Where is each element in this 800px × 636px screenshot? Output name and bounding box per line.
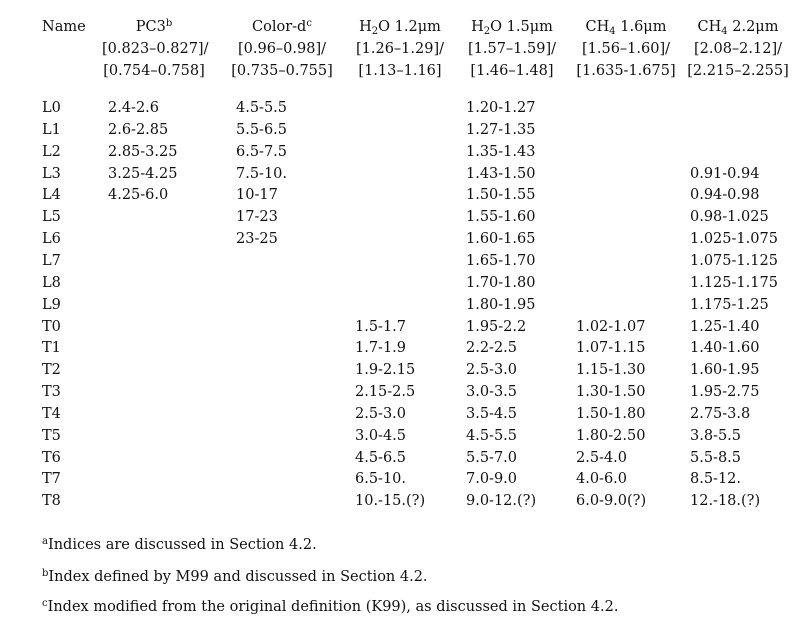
cell-ch422: 0.94-0.98	[690, 187, 760, 204]
header-ch416-range2: [1.635-1.675]	[576, 63, 676, 79]
cell-name: T8	[42, 493, 61, 510]
cell-h2o15: 1.65-1.70	[466, 252, 536, 269]
cell-pc3: 2.85-3.25	[108, 143, 178, 160]
footnote-a: $^a$Indices are discussed in Section 4.2.	[42, 536, 317, 553]
cell-pc3: 2.4-2.6	[108, 100, 160, 116]
cell-colord: 7.5-10.	[236, 165, 288, 182]
cell-h2o15: 7.0-9.0	[466, 471, 518, 488]
header-h2o12-range1: [1.26–1.29]/	[355, 41, 445, 57]
header-ch416-range1: [1.56–1.60]/	[581, 41, 671, 57]
cell-ch422: 0.98-1.025	[690, 209, 769, 226]
cell-name: T2	[42, 362, 61, 379]
header-colord-title: Color-$d^c$	[252, 18, 312, 35]
cell-name: T5	[42, 427, 61, 444]
header-h2o12	[350, 16, 450, 82]
cell-h2o15: 1.95-2.2	[466, 318, 527, 335]
cell-name: L2	[42, 143, 61, 160]
cell-pc3: 3.25-4.25	[108, 165, 178, 182]
cell-colord: 23-25	[236, 231, 278, 248]
header-h2o15-title: $H_2O$ 1.5μm	[471, 19, 553, 37]
cell-h2o15: 2.5-3.0	[466, 362, 518, 379]
header-pc3-title: PC3$^b$	[135, 18, 173, 35]
cell-pc3: 4.25-6.0	[108, 187, 169, 204]
cell-h2o12: 2.15-2.5	[355, 384, 416, 401]
cell-colord: 6.5-7.5	[236, 143, 288, 160]
cell-ch416: 1.02-1.07	[576, 318, 646, 335]
cell-name: L6	[42, 231, 61, 248]
cell-colord: 4.5-5.5	[236, 100, 288, 116]
header-ch422-range1: [2.08–2.12]/	[693, 41, 783, 57]
header-h2o12-title: $H_2O$ 1.2μm	[359, 19, 441, 37]
cell-name: L1	[42, 121, 61, 138]
header-ch416-title: $CH_4$ 1.6μm	[585, 19, 667, 37]
cell-name: T6	[42, 449, 61, 466]
cell-colord: 17-23	[236, 209, 278, 226]
cell-name: T7	[42, 471, 61, 488]
cell-h2o12: 6.5-10.	[355, 471, 407, 488]
cell-ch416: 4.0-6.0	[576, 471, 628, 488]
header-h2o15-range2: [1.46–1.48]	[470, 63, 554, 79]
cell-h2o12: 4.5-6.5	[355, 449, 407, 466]
cell-h2o15: 3.0-3.5	[466, 384, 518, 401]
cell-h2o15: 5.5-7.0	[466, 449, 518, 466]
cell-ch422: 1.40-1.60	[690, 340, 760, 357]
cell-ch416: 2.5-4.0	[576, 449, 628, 466]
cell-h2o15: 1.35-1.43	[466, 143, 536, 160]
header-pc3-range2: [0.754–0.758]	[103, 63, 205, 79]
cell-h2o12: 1.7-1.9	[355, 340, 407, 357]
cell-name: L8	[42, 274, 61, 291]
cell-ch422: 1.25-1.40	[690, 318, 760, 335]
header-ch422	[684, 16, 792, 82]
cell-name: L7	[42, 252, 61, 269]
cell-h2o15: 4.5-5.5	[466, 427, 518, 444]
cell-name: T3	[42, 384, 61, 401]
header-pc3-range1: [0.823–0.827]/	[102, 41, 209, 57]
cell-name: L9	[42, 296, 61, 313]
cell-h2o15: 9.0-12.(?)	[466, 493, 537, 510]
cell-ch422: 5.5-8.5	[690, 449, 742, 466]
cell-ch416: 6.0-9.0(?)	[576, 493, 647, 510]
header-colord-range1: [0.96–0.98]/	[237, 41, 327, 57]
cell-ch422: 1.075-1.125	[690, 252, 778, 269]
cell-pc3: 2.6-2.85	[108, 121, 169, 138]
header-colord	[230, 16, 334, 82]
cell-ch422: 8.5-12.	[690, 471, 742, 488]
cell-h2o15: 1.27-1.35	[466, 121, 536, 138]
cell-h2o12: 10.-15.(?)	[355, 493, 426, 510]
header-h2o15-range1: [1.57–1.59]/	[467, 41, 557, 57]
header-h2o15	[462, 16, 562, 82]
cell-ch422: 1.95-2.75	[690, 384, 760, 401]
cell-ch422: 1.175-1.25	[690, 296, 769, 313]
cell-ch422: 1.125-1.175	[690, 274, 778, 291]
cell-ch416: 1.15-1.30	[576, 362, 646, 379]
header-pc3	[102, 16, 209, 82]
cell-ch422: 12.-18.(?)	[690, 493, 761, 510]
cell-h2o12: 2.5-3.0	[355, 405, 407, 422]
header-ch422-title: $CH_4$ 2.2μm	[697, 19, 779, 37]
cell-h2o15: 1.80-1.95	[466, 296, 536, 313]
cell-ch422: 1.60-1.95	[690, 362, 760, 379]
cell-h2o15: 1.20-1.27	[466, 100, 536, 116]
cell-h2o15: 1.50-1.55	[466, 187, 536, 204]
cell-ch422: 3.8-5.5	[690, 427, 742, 444]
cell-h2o15: 1.70-1.80	[466, 274, 536, 291]
cell-name: L0	[42, 100, 61, 116]
cell-name: T1	[42, 340, 61, 357]
cell-h2o15: 3.5-4.5	[466, 405, 518, 422]
cell-colord: 10-17	[236, 187, 278, 204]
header-ch416	[572, 16, 680, 82]
cell-h2o15: 1.55-1.60	[466, 209, 536, 226]
cell-name: L3	[42, 165, 61, 182]
footnote-b: $^b$Index defined by M99 and discussed in Section 4.2.	[42, 568, 428, 585]
cell-h2o12: 1.5-1.7	[355, 318, 407, 335]
header-ch422-range2: [2.215–2.255]	[687, 63, 789, 79]
header-name	[42, 16, 86, 38]
cell-ch416: 1.50-1.80	[576, 405, 646, 422]
header-name-label: Name	[42, 19, 86, 35]
cell-ch416: 1.07-1.15	[576, 340, 646, 357]
cell-name: L4	[42, 187, 61, 204]
cell-h2o12: 3.0-4.5	[355, 427, 407, 444]
cell-colord: 5.5-6.5	[236, 121, 288, 138]
cell-ch416: 1.30-1.50	[576, 384, 646, 401]
cell-ch422: 2.75-3.8	[690, 405, 751, 422]
cell-name: T0	[42, 318, 61, 335]
cell-ch416: 1.80-2.50	[576, 427, 646, 444]
cell-h2o12: 1.9-2.15	[355, 362, 416, 379]
header-colord-range2: [0.735–0.755]	[231, 63, 333, 79]
cell-name: T4	[42, 405, 61, 422]
cell-h2o15: 1.60-1.65	[466, 231, 536, 248]
cell-h2o15: 1.43-1.50	[466, 165, 536, 182]
footnote-c: $^c$Index modified from the original definition (K99), as discussed in Section 4.2.	[42, 598, 619, 615]
header-h2o12-range2: [1.13–1.16]	[358, 63, 442, 79]
cell-ch422: 1.025-1.075	[690, 231, 778, 248]
cell-ch422: 0.91-0.94	[690, 165, 760, 182]
cell-name: L5	[42, 209, 61, 226]
cell-h2o15: 2.2-2.5	[466, 340, 518, 357]
